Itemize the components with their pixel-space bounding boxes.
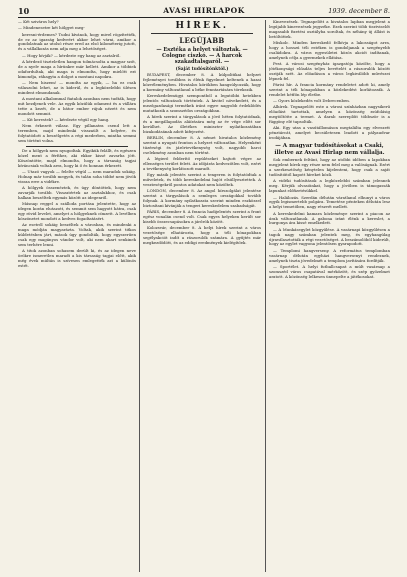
paragraph: Párisi hír. A francia kormány rendeletet adott ki, amely szerint a téli hónapokban a közlekedést korlátozzák. A rendelet hétfőn lép életbe. bbox=[269, 82, 390, 97]
title-rule bbox=[151, 33, 253, 34]
paragraph: Sok embernek feltűnt, hogy az utóbbi időben a lapokban megjelent hírek egy része nem felel meg a valóságnak. Ezért a szerkesztőség kénytelen kijelenteni, hogy csak a saját tudósítóitól kapott híreket közli. bbox=[269, 157, 390, 178]
section-rule bbox=[26, 146, 128, 147]
column-divider bbox=[265, 20, 266, 572]
paragraph: — Utazó vagyok — felelte végül — nem maradok sokáig. Holnap már tovább megyek, és talán soha többé nem jövök vissza erre a vidékre. bbox=[18, 168, 136, 184]
lead-headline: — Esztéka a helyet változtak. — Cologne ciszkó. — A harcok szakadtalsgaról. — bbox=[156, 47, 248, 65]
paragraph: Alhírek. Tegnapelőtt este a városi színházban nagysikerű előadást tartottak, amelyen a közönség zsúfolásig megtöltötte a termet. A darab szereplőit többször is a függöny elé tapsolták. bbox=[269, 104, 390, 125]
paragraph: — Templomi hangverseny. A református templomban vasárnap délután egyházi hangversenyt rendeznek, amelynek tiszta jövedelmét a templom javítására fordítják. bbox=[269, 247, 390, 263]
paragraph: — Gyors közlekedés volt Debrecenben. bbox=[273, 98, 351, 104]
paragraph: BUDAPEST, december 8. A külpolitikai helyzet fejleményei továbbra is élénk figyelmet keltenek a hazai közvéleményben. Hivatalos körökben hangsúlyozzák, hogy a kormány változatlanul a béke fenntartására törekszik. bbox=[143, 72, 261, 92]
article-title: — A magyar tudósításokat a Csaki, illetve az Avasi Hirlap nem vállalja. bbox=[274, 143, 385, 156]
paragraph: PÁRIS, december 8. A francia hadijelentés szerint a front egész vonalán csend volt. Csak egyes helyeken került sor kisebb összecsapásokra a járőrök között. bbox=[143, 209, 261, 225]
issue-date: 1939. december 8. bbox=[328, 7, 390, 15]
latest-news-heading: LEGÚJABB bbox=[179, 36, 225, 45]
paragraph: — Két sziváros hely? bbox=[18, 20, 59, 24]
paragraph: Pest. A városi szegényház igazgatója közölte, hogy a jótékonysági előadás teljes bevételét a rászorulók között osztják szét. Az előadáson a város legkiválóbb művészei lépnek fel. bbox=[269, 61, 390, 81]
page-number: 10 bbox=[18, 6, 30, 16]
paragraph: De a hölgyek nem nyugodtak. Egyikük felállt, és egészen közel ment a férfihez, aki ekkor kissé zavarba jött. Köszöntötte, majd elmondta, hogy a társaság tagjai kíváncsiak voltak arra, hogy ki ő és honnan érkezett. bbox=[18, 147, 136, 168]
paragraph: A mostani alkalommal fiatalok azonban nem tudták, hogy mit kezdjenek vele. Az egyik közülük odament és a vállára tette a kezét, de a bátor ember rájuk nézett és nem mondott semmit. bbox=[18, 96, 136, 116]
paragraph: keresni-érdemes? Tudni kívánok, hogy mivel rögzítették, de ez az igazság kedveért akkor lehet várni, amikor a gondolatnak az utolsó része ered az első kilométerig jutott, és a vállalkozás nem adja meg a lehetőséget. bbox=[18, 31, 136, 52]
header-rule bbox=[18, 17, 390, 18]
paragraph: A kereskedelmi kamara közleménye szerint a piacon az árak változatlanok. A gabona iránt élénk a kereslet, a burgonya ára kissé emelkedett. bbox=[269, 210, 390, 226]
paragraph: Másnap reggel a szálloda portása jelentette, hogy az idegen korán elutazott, és semmit sem hagyott hátra, csak egy rövid levelet, amelyet a hölgyeknek címzett. A levélben köszönetet mondott a kedves fogadtatásért. bbox=[18, 201, 136, 221]
paragraph: Kolozsvár, december 8. A helyi hírek szerint a város vezetősége elhatározta, hogy a téli hónapokban segélyakciót indít a rászorulók számára. A gyűjtés már megkezdődött, és az eddigi eredmények kielégítőek. bbox=[143, 225, 261, 246]
newspaper-title: AVASI HIRLAPOK bbox=[163, 6, 245, 15]
paragraph: Kereskedelemügyi szempontból a legutóbbi hetekben jelentős változások történtek. A kivitel növekedett, és a mezőgazdasági termékek iránt egyre nagyobb érdeklődés mutatkozik a szomszédos országokban. bbox=[143, 93, 261, 113]
news-section-title: HÍREK. bbox=[175, 21, 229, 31]
paragraph: Miskolc. Minden kereskedő felhívja a lakosságot arra, hogy a hosszú téli estéken is gondoljanak a szegényebb családokra. A város egyesületei közös akciót indítanak, amelynek célja a gyermekek ellátása. bbox=[269, 40, 390, 60]
column-1 bbox=[18, 20, 136, 572]
paragraph: A titok azonban sohasem derült ki, és az idegen neve örökre ismeretlen maradt a kis társaság tagjai előtt, akik még évek múltán is szívesen emlegették azt a különös estét. bbox=[18, 248, 136, 268]
paragraph: A kérdező tiszteletlen hangon tolmácsolta a magyar szót, de a nyelv maga a hírünkre már kellett. Amikor a többiek odafordultak, aki maga is elmondta, hogy mielőtt ezt kimondja, ráhagyta a dolgot a mostani napokra. bbox=[18, 58, 136, 79]
paragraph: Az esetről sokáig beszéltek a városban, és mindenki a maga módján magyarázta. Voltak, akik szerint titkos küldetésben járt, mások úgy gondolták, hogy egyszerűen csak egy magányos vándor volt, aki nem akart senkinek sem terhére lenni. bbox=[18, 222, 136, 247]
paragraph: — A Munkásegylet közgyűlése. A vasárnapi közgyűlésen a tagok nagy számban jelentek meg, és egyhangúlag újraválasztották a régi vezetőséget. A beszámolóból kiderült, hogy az egylet vagyona jelentősen gyarapodott. bbox=[269, 226, 390, 247]
paragraph: — Sportélet. A helyi futballcsapat a múlt vasárnap a szomszéd város csapatával mérkőzött, és szép győzelmet aratott. A közönség lelkesen ünnepelte a játékosokat. bbox=[269, 263, 390, 279]
paragraph: — Hogy hívják? — kérdezte egy hang az asztalról. bbox=[22, 52, 121, 58]
column-divider bbox=[139, 20, 140, 572]
paragraph: — Kit kerestek? — kérdezte végül egy hang. bbox=[22, 117, 110, 123]
paragraph: A hölgyek összenéztek, és úgy döntöttek, hogy nem zavarják tovább. Visszatértek az asztalukhoz, és csak halkan beszéltek egymás között az idegenről. bbox=[18, 185, 136, 200]
column-2 bbox=[143, 20, 261, 572]
paragraph: — Mindenesetre két hölgyet meg- bbox=[18, 25, 85, 31]
paragraph: BERLIN, december 8. A német hivatalos közlemény szerint a nyugati fronton a helyzet változatlan. Helyenként tüzérségi és járőrtevékenység volt, nagyobb harci cselekmény azonban nem történt. bbox=[143, 135, 261, 155]
paragraph: — Halálozás. Szerdán délután váratlanul elhunyt a város egyik legismertebb polgára. Temetése pénteken délután lesz a helyi temetőben, nagy részvét mellett. bbox=[269, 194, 390, 210]
paragraph: Aki. Egy utas a vasútállomáson megtalálta egy elveszett pénztárcát, amelyet becsületesen leadott a pályaudvar irodájában. bbox=[269, 125, 390, 141]
paragraph: Kinevezések. Tegnapelőtt a hivatalos lapban megjelent a legújabb kinevezések jegyzéke. Ezek szerint több tisztviselőt magasabb fizetési osztályba soroltak, és néhány új állást is betöltöttek. bbox=[269, 20, 390, 39]
paragraph: — Nem hiszem! — mondta az egyik, — ha ez csak válaszolni lehet, az is kiderül, és a legközelebbi ülésen mindent elmondanak. bbox=[18, 79, 136, 95]
paragraph: A vidéki tudósítások a legközelebbi számban jelennek meg. Kérjük olvasóinkat, hogy a jövőben is támogassák lapunkat előfizetésükkel. bbox=[269, 178, 390, 194]
byline: (Saját tudósítónktól.) bbox=[175, 67, 229, 72]
paragraph: Egy másik jelentés szerint a tengeren is folytatódtak a műveletek, és több kereskedelmi hajót elsüllyesztettek. A veszteségekről pontos adatokat nem közöltek. bbox=[143, 172, 261, 187]
paragraph: Nem érkezett válasz. Egy pillanatra csend lett a teremben, majd mindenki visszaült a helyére, és folytatódott a beszélgetés a régi mederben, mintha semmi sem történt volna. bbox=[18, 123, 136, 144]
paragraph: LONDON, december 8. Az angol hírszolgálat jelentése szerint a tárgyalások a semleges országokkal tovább folynak. A kormány nyilatkozata szerint minden eszközzel biztosítani kívánják a tengeri kereskedelem szabadságát. bbox=[143, 188, 261, 208]
column-3 bbox=[269, 20, 390, 572]
paragraph: A hírek szerint a tárgyalások a jövő héten folytatódnak, és a megállapodás aláírására még az év vége előtt sor kerülhet. Az illetékes miniszter nyilatkozatában bizakodásának adott kifejezést. bbox=[143, 114, 261, 134]
paragraph: A légierő felderítő repüléseket hajtott végre az ellenséges terület felett. Az időjárás kedvezőtlen volt, ezért a tevékenység korlátozott maradt. bbox=[143, 156, 261, 171]
